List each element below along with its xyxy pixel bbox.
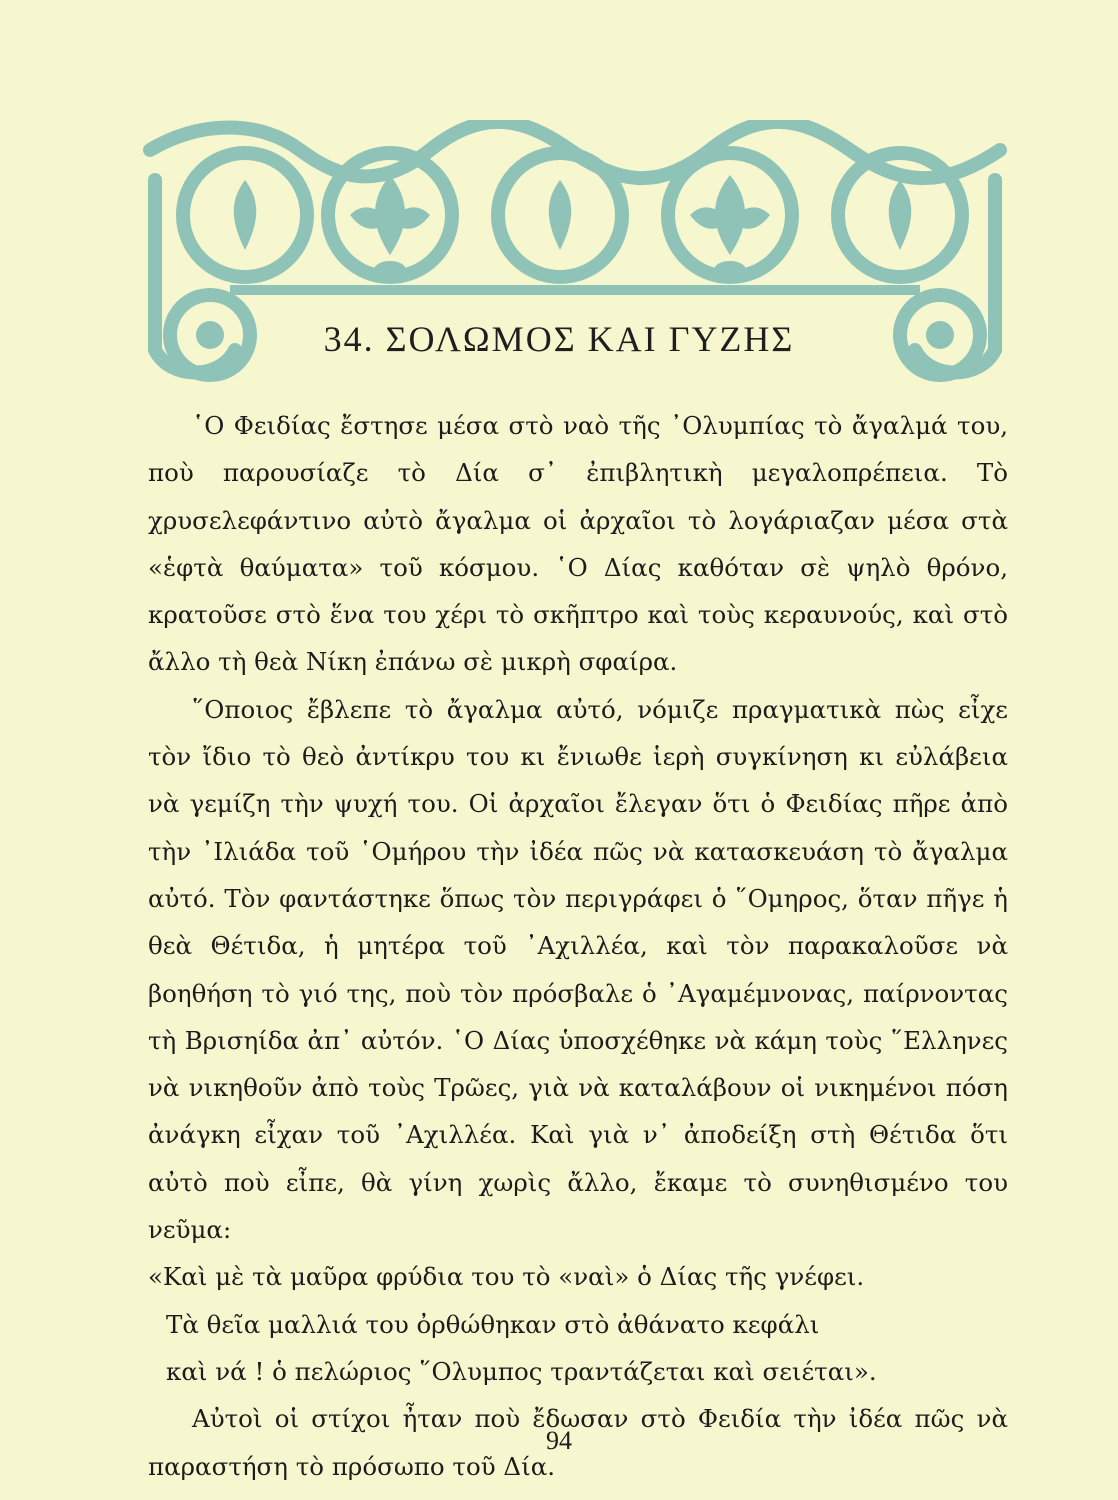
page-number: 94 [546,1426,572,1455]
chapter-title-text: 34. ΣΟΛΩΜΟΣ ΚΑΙ ΓΥΖΗΣ [310,319,809,359]
paragraph-1: ῾Ο Φειδίας ἔστησε μέσα στὸ ναὸ τῆς ᾿Ολυμπίας τὸ ἄγαλμά του, ποὺ παρουσίαζε τὸ Δία σ᾿ ἐπιβλητικὴ μεγαλοπρέπεια. Τὸ χρυσελεφάντινο αὐτὸ ἄγαλμα οἱ ἀρχαῖοι τὸ λογάριαζαν μέσα στὰ «ἑφτὰ θαύματα» τοῦ κόσμου. ῾Ο Δίας καθόταν σὲ ψηλὸ θρόνο, κρατοῦσε στὸ ἕνα του χέρι τὸ σκῆπτρο καὶ τοὺς κεραυνούς, καὶ στὸ ἄλλο τὴ θεὰ Νίκη ἐπάνω σὲ μικρὴ σφαίρα. [148,411,1008,677]
body-text [148,402,1008,1490]
chapter-title [0,318,1118,360]
verse-line-3: καὶ νά ! ὁ πελώριος ῞Ολυμπος τραντάζεται καὶ σειέται». [166,1356,877,1386]
verse-line-1: «Καὶ μὲ τὰ μαῦρα φρύδια του τὸ «ναὶ» ὁ Δίας τῆς γνέφει. [148,1262,865,1292]
closing-paragraph: Αὐτοὶ οἱ στίχοι ἦταν ποὺ ἔδωσαν στὸ Φειδία τὴν ἰδέα πῶς νὰ παραστήση τὸ πρόσωπο τοῦ Δία. [148,1404,1008,1481]
paragraph-2: ῞Οποιος ἔβλεπε τὸ ἄγαλμα αὐτό, νόμιζε πραγματικὰ πὼς εἶχε τὸν ἴδιο τὸ θεὸ ἀντίκρυ του κι ἔνιωθε ἱερὴ συγκίνηση κι εὐλάβεια νὰ γεμίζη τὴν ψυχή του. Οἱ ἀρχαῖοι ἔλεγαν ὅτι ὁ Φειδίας πῆρε ἀπὸ τὴν ᾿Ιλιάδα τοῦ ῾Ομήρου τὴν ἰδέα πῶς νὰ κατασκευάση τὸ ἄγαλμα αὐτό. Τὸν φαντάστηκε ὅπως τὸν περιγράφει ὁ ῞Ομηρος, ὅταν πῆγε ἡ θεὰ Θέτιδα, ἡ μητέρα τοῦ ᾿Αχιλλέα, καὶ τὸν παρακαλοῦσε νὰ βοηθήση τὸ γιό της, ποὺ τὸν πρόσβαλε ὁ ᾿Αγαμέμνονας, παίρνοντας τὴ Βρισηίδα ἀπ᾿ αὐτόν. ῾Ο Δίας ὑποσχέθηκε νὰ κάμη τοὺς ῞Ελληνες νὰ νικηθοῦν ἀπὸ τοὺς Τρῶες, γιὰ νὰ καταλάβουν οἱ νικημένοι πόση ἀνάγκη εἶχαν τοῦ ᾿Αχιλλέα. Καὶ γιὰ ν᾿ ἀποδείξη στὴ Θέτιδα ὅτι αὐτὸ ποὺ εἶπε, θὰ γίνη χωρὶς ἄλλο, ἔκαμε τὸ συνηθισμένο του νεῦμα: [148,694,1008,1245]
verse-line-2: Τὰ θεῖα μαλλιά του ὀρθώθηκαν στὸ ἀθάνατο κεφάλι [166,1309,820,1339]
